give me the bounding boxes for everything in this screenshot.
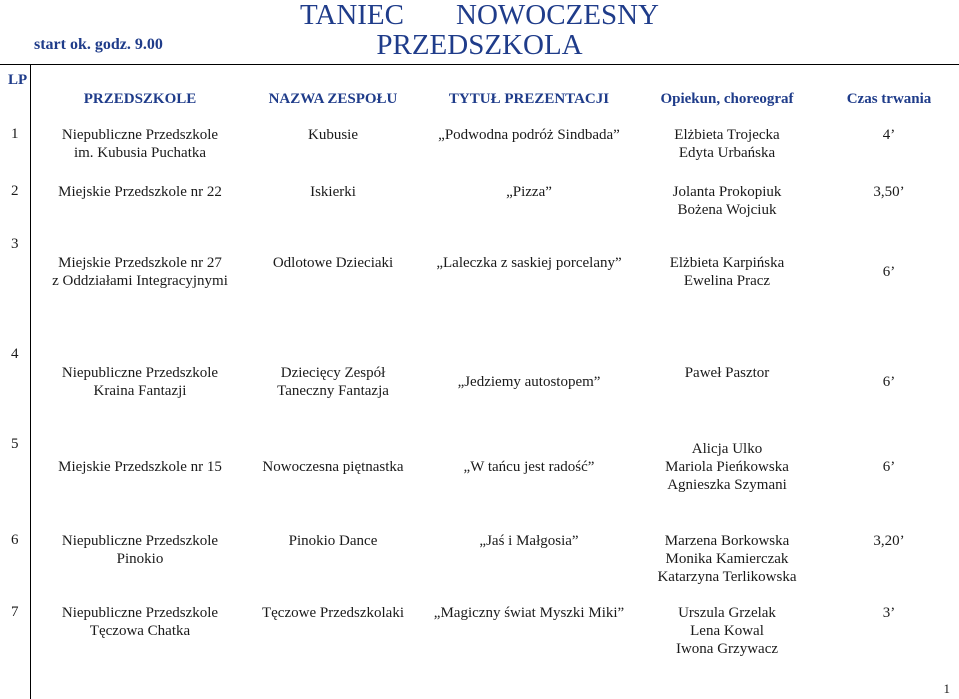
row-lp: 2 bbox=[11, 183, 19, 199]
row-team: Odlotowe Dzieciaki bbox=[272, 255, 394, 271]
table-top-border bbox=[0, 64, 959, 65]
row-team: Nowoczesna piętnastka bbox=[262, 459, 404, 475]
row-team: Tęczowe Przedszkolaki bbox=[261, 605, 405, 621]
row-lp: 3 bbox=[11, 236, 19, 252]
row-title: „Magiczny świat Myszki Miki” bbox=[433, 605, 625, 621]
row-time: 6’ bbox=[882, 264, 896, 280]
header-leader: Opiekun, choreograf bbox=[660, 91, 794, 107]
row-title: „Podwodna podróż Sindbada” bbox=[438, 127, 620, 143]
row-time: 6’ bbox=[882, 374, 896, 390]
row-leader: Urszula Grzelak Lena Kowal Iwona Grzywacz bbox=[675, 605, 779, 657]
start-time-note: start ok. godz. 9.00 bbox=[34, 36, 163, 53]
row-school: Niepubliczne Przedszkole im. Kubusia Puchatka bbox=[61, 127, 219, 161]
header-school: PRZEDSZKOLE bbox=[83, 91, 197, 107]
row-team: Dziecięcy Zespół Taneczny Fantazja bbox=[277, 365, 389, 399]
header-title: TYTUŁ PREZENTACJI bbox=[448, 91, 610, 107]
row-team: Pinokio Dance bbox=[288, 533, 378, 549]
row-lp: 1 bbox=[11, 126, 19, 142]
row-school: Niepubliczne Przedszkole Tęczowa Chatka bbox=[61, 605, 219, 639]
header-time: Czas trwania bbox=[846, 91, 932, 107]
row-time: 3,50’ bbox=[873, 184, 905, 200]
row-leader: Jolanta Prokopiuk Bożena Wojciuk bbox=[672, 184, 782, 218]
row-school: Miejskie Przedszkole nr 15 bbox=[58, 459, 222, 475]
header-lp: LP bbox=[8, 72, 28, 88]
row-school: Niepubliczne Przedszkole Pinokio bbox=[61, 533, 219, 567]
row-lp: 5 bbox=[11, 436, 19, 452]
row-time: 6’ bbox=[882, 459, 896, 475]
row-team: Iskierki bbox=[310, 184, 356, 200]
row-school: Niepubliczne Przedszkole Kraina Fantazji bbox=[61, 365, 219, 399]
row-title: „Jaś i Małgosia” bbox=[479, 533, 579, 549]
row-title: „Jedziemy autostopem” bbox=[457, 374, 601, 390]
document-title-line1 bbox=[0, 0, 959, 30]
row-leader: Elżbieta Trojecka Edyta Urbańska bbox=[674, 127, 780, 161]
title-word-nowoczesny: NOWOCZESNY bbox=[456, 0, 659, 31]
row-time: 4’ bbox=[882, 127, 896, 143]
row-title: „Laleczka z saskiej porcelany” bbox=[436, 255, 622, 271]
row-title: „W tańcu jest radość” bbox=[463, 459, 595, 475]
row-school: Miejskie Przedszkole nr 27 z Oddziałami Integracyjnymi bbox=[52, 255, 228, 289]
title-word-taniec: TANIEC bbox=[300, 0, 404, 31]
lp-column-divider bbox=[30, 64, 31, 699]
row-team: Kubusie bbox=[308, 127, 358, 143]
row-title: „Pizza” bbox=[506, 184, 552, 200]
row-time: 3’ bbox=[882, 605, 896, 621]
row-school: Miejskie Przedszkole nr 22 bbox=[58, 184, 222, 200]
document-title-line2: PRZEDSZKOLA bbox=[376, 29, 583, 61]
page-number: 1 bbox=[943, 681, 950, 696]
row-lp: 7 bbox=[11, 604, 19, 620]
row-lp: 6 bbox=[11, 532, 19, 548]
row-leader: Paweł Pasztor bbox=[684, 365, 770, 381]
row-leader: Marzena Borkowska Monika Kamierczak Katarzyna Terlikowska bbox=[657, 533, 797, 585]
row-time: 3,20’ bbox=[873, 533, 905, 549]
row-leader: Elżbieta Karpińska Ewelina Pracz bbox=[669, 255, 785, 289]
header-team: NAZWA ZESPOŁU bbox=[268, 91, 398, 107]
row-leader: Alicja Ulko Mariola Pieńkowska Agnieszka Szymani bbox=[665, 441, 789, 493]
row-lp: 4 bbox=[11, 346, 19, 362]
